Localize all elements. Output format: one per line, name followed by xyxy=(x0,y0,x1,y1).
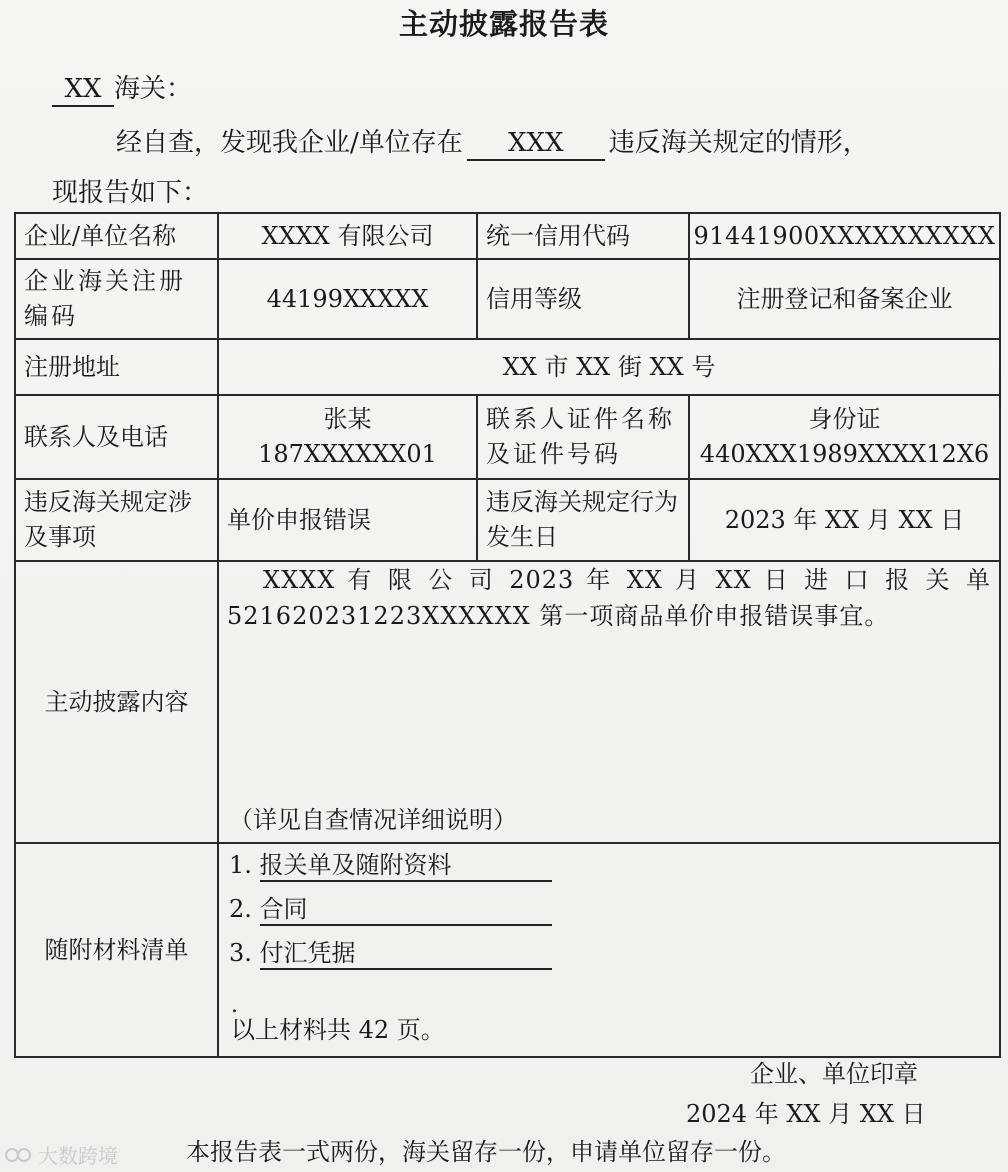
contact-label: 联系人及电话 xyxy=(15,395,218,479)
id-type: 身份证 xyxy=(808,405,881,434)
attachments-total: 以上材料共 42 页。 xyxy=(231,1016,445,1045)
salutation xyxy=(52,68,192,107)
intro-line xyxy=(116,122,869,161)
attachment-item xyxy=(229,936,552,971)
id-value xyxy=(689,395,1000,479)
salutation-suffix: 海关： xyxy=(114,74,193,104)
attachments-more: . xyxy=(231,993,238,1018)
table-row xyxy=(15,339,1000,395)
table-row xyxy=(15,843,1000,1057)
customs-name: XX xyxy=(52,75,114,107)
document-title: 主动披露报告表 xyxy=(398,7,609,41)
intro-line-2: 现报告如下： xyxy=(52,178,209,208)
attachment-num: 3. xyxy=(229,939,252,967)
watermark xyxy=(4,1140,118,1169)
violation-date-value: 2023 年 XX 月 XX 日 xyxy=(689,479,1000,561)
seal-label: 企业、单位印章 xyxy=(750,1060,918,1088)
disclosure-form-table xyxy=(14,212,1001,1058)
disclosure-text: XXXX 有 限 公 司 2023 年 XX 月 XX 日 进 口 报 关 单 521620231223XXXXXX 第一项商品单价申报错误事宜。 xyxy=(227,566,991,630)
watermark-text: 大数跨境 xyxy=(38,1144,118,1168)
attachment-item xyxy=(229,892,552,927)
customs-reg-label: 企业海关注册编码 xyxy=(15,259,218,339)
violation-item-value: 单价申报错误 xyxy=(218,479,477,561)
table-row xyxy=(15,561,1000,843)
attachment-num: 1. xyxy=(229,851,252,879)
contact-name: 张某 xyxy=(323,405,372,434)
attachment-text: 付汇凭据 xyxy=(260,939,552,970)
disclosure-label: 主动披露内容 xyxy=(15,561,218,843)
table-row xyxy=(15,479,1000,561)
credit-level-label: 信用等级 xyxy=(477,259,689,339)
disclosure-note: （详见自查情况详细说明） xyxy=(229,806,517,835)
contact-value xyxy=(218,395,477,479)
customs-reg-value: 44199XXXXX xyxy=(218,259,477,339)
company-name-value: XXXX 有限公司 xyxy=(218,213,477,259)
id-number: 440XXX1989XXXX12X6 xyxy=(699,440,990,468)
id-label: 联系人证件名称及证件号码 xyxy=(477,395,689,479)
attachments-list xyxy=(218,843,1000,1057)
address-value: XX 市 XX 街 XX 号 xyxy=(218,339,1000,395)
watermark-logo-icon xyxy=(4,1144,34,1166)
violation-date-label: 违反海关规定行为发生日 xyxy=(477,479,689,561)
credit-code-value: 91441900XXXXXXXXXX xyxy=(689,213,1000,259)
address-label: 注册地址 xyxy=(15,339,218,395)
intro-prefix: 经自查，发现我企业/单位存在 xyxy=(116,128,463,158)
contact-phone: 187XXXXXX01 xyxy=(258,440,437,468)
table-row xyxy=(15,395,1000,479)
credit-level-value: 注册登记和备案企业 xyxy=(689,259,1000,339)
attachment-item xyxy=(229,848,552,883)
intro-item: XXX xyxy=(467,129,605,161)
attachment-text: 报关单及随附资料 xyxy=(260,851,552,882)
company-name-label: 企业/单位名称 xyxy=(15,213,218,259)
attachment-num: 2. xyxy=(229,895,252,923)
disclosure-text-block xyxy=(227,562,991,634)
intro-suffix: 违反海关规定的情形， xyxy=(608,128,869,158)
credit-code-label: 统一信用代码 xyxy=(477,213,689,259)
disclosure-content xyxy=(218,561,1000,843)
table-row xyxy=(15,213,1000,259)
attachments-label: 随附材料清单 xyxy=(15,843,218,1057)
violation-item-label: 违反海关规定涉及事项 xyxy=(15,479,218,561)
table-row xyxy=(15,259,1000,339)
sign-date: 2024 年 XX 月 XX 日 xyxy=(686,1100,926,1128)
footer-note: 本报告表一式两份，海关留存一份，申请单位留存一份。 xyxy=(186,1138,786,1166)
attachment-text: 合同 xyxy=(260,895,552,926)
